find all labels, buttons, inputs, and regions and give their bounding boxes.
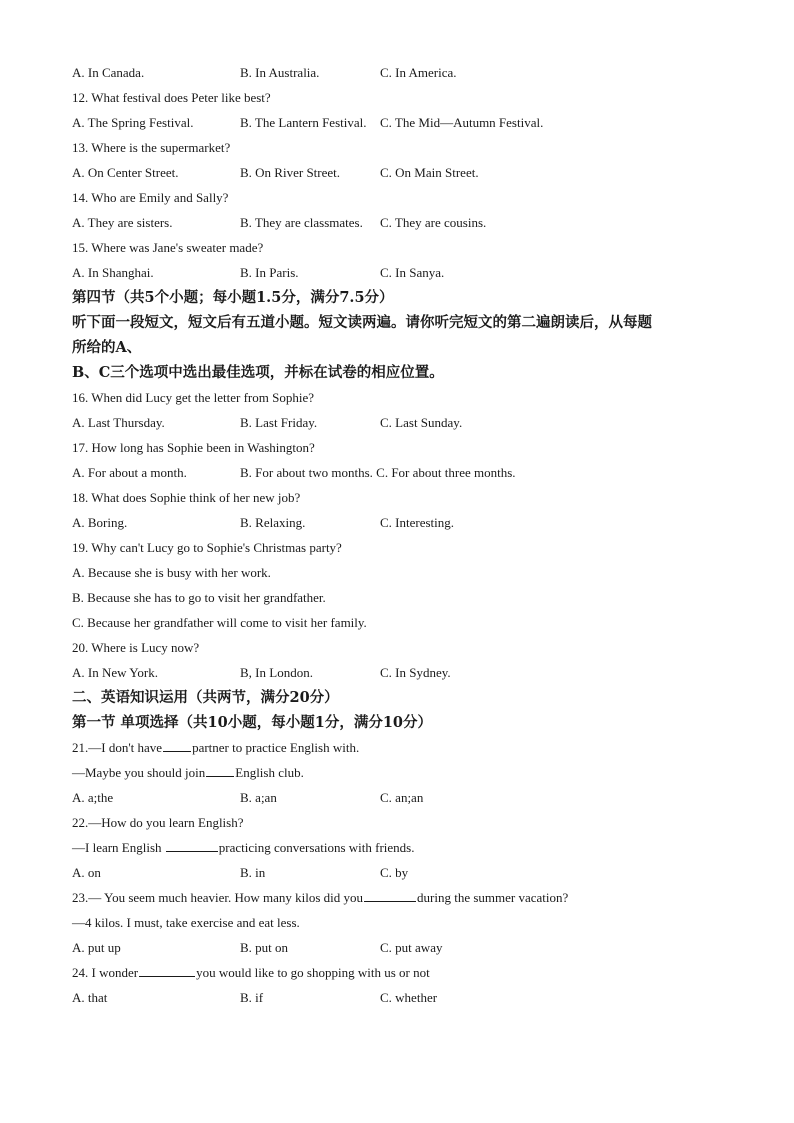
q23-text-1b: during the summer vacation? bbox=[417, 890, 569, 905]
q14-option-c: C. They are cousins. bbox=[380, 215, 487, 230]
q17-option-a: A. For about a month. bbox=[72, 465, 187, 480]
part-2-section-1-title: 第一节 单项选择（共10小题，每小题1分，满分10分） bbox=[72, 714, 432, 731]
q23-text-1a: 23.— You seem much heavier. How many kilos did you bbox=[72, 890, 364, 905]
q18-stem: 18. What does Sophie think of her new job? bbox=[72, 490, 301, 505]
q18-option-b: B. Relaxing. bbox=[240, 515, 306, 530]
q21-text-1b: partner to practice English with. bbox=[192, 740, 360, 755]
q18-options bbox=[72, 510, 732, 535]
q20-option-a: A. In New York. bbox=[72, 665, 158, 680]
q20-option-c: C. In Sydney. bbox=[380, 665, 451, 680]
q23-option-b: B. put on bbox=[240, 940, 289, 955]
q16-option-b: B. Last Friday. bbox=[240, 415, 318, 430]
q14-stem: 14. Who are Emily and Sally? bbox=[72, 190, 229, 205]
q24-blank bbox=[139, 964, 195, 977]
q23-option-c: C. put away bbox=[380, 940, 443, 955]
q16-option-a: A. Last Thursday. bbox=[72, 415, 165, 430]
q24-options bbox=[72, 985, 732, 1010]
q18-option-a: A. Boring. bbox=[72, 515, 128, 530]
q22-option-c: C. by bbox=[380, 865, 409, 880]
q12-stem: 12. What festival does Peter like best? bbox=[72, 90, 271, 105]
q21-text-2b: English club. bbox=[235, 765, 304, 780]
q24-text-1a: 24. I wonder bbox=[72, 965, 139, 980]
q21-option-c: C. an;an bbox=[380, 790, 424, 805]
q13-option-a: A. On Center Street. bbox=[72, 165, 179, 180]
q23-option-a: A. put up bbox=[72, 940, 121, 955]
q16-options bbox=[72, 410, 732, 435]
q16-stem: 16. When did Lucy get the letter from Sophie? bbox=[72, 390, 314, 405]
q17-stem: 17. How long has Sophie been in Washington? bbox=[72, 440, 315, 455]
q24-option-c: C. whether bbox=[380, 990, 438, 1005]
q16-option-c: C. Last Sunday. bbox=[380, 415, 463, 430]
q19-option-a: A. Because she is busy with her work. bbox=[72, 565, 271, 580]
q23-line-2: —4 kilos. I must, take exercise and eat less. bbox=[72, 915, 300, 930]
q24-option-a: A. that bbox=[72, 990, 108, 1005]
q14-option-a: A. They are sisters. bbox=[72, 215, 173, 230]
section-4-instruction-1: 听下面一段短文，短文后有五道小题。短文读两遍。请你听完短文的第二遍朗读后，从每题 bbox=[72, 314, 652, 331]
q20-option-b: B, In London. bbox=[240, 665, 313, 680]
q19-stem: 19. Why can't Lucy go to Sophie's Christmas party? bbox=[72, 540, 342, 555]
q12-options bbox=[72, 110, 732, 135]
q11-option-a: A. In Canada. bbox=[72, 65, 145, 80]
q22-text-2b: practicing conversations with friends. bbox=[218, 840, 415, 855]
q13-options bbox=[72, 160, 732, 185]
q21-line-2 bbox=[72, 760, 732, 785]
q22-blank bbox=[166, 839, 218, 852]
q21-options bbox=[72, 785, 732, 810]
q17-options bbox=[72, 460, 732, 485]
q20-stem: 20. Where is Lucy now? bbox=[72, 640, 200, 655]
q14-option-b: B. They are classmates. bbox=[240, 215, 363, 230]
q21-line-1 bbox=[72, 735, 732, 760]
q17-option-bc: B. For about two months. C. For about three months. bbox=[240, 465, 516, 480]
q15-options bbox=[72, 260, 732, 285]
q12-option-b: B. The Lantern Festival. bbox=[240, 115, 367, 130]
q24-option-b: B. if bbox=[240, 990, 264, 1005]
q13-option-c: C. On Main Street. bbox=[380, 165, 479, 180]
q13-stem: 13. Where is the supermarket? bbox=[72, 140, 231, 155]
q21-text-2a: —Maybe you should join bbox=[72, 765, 206, 780]
q22-line-2 bbox=[72, 835, 732, 860]
q15-option-b: B. In Paris. bbox=[240, 265, 299, 280]
q23-blank bbox=[364, 889, 416, 902]
q15-stem: 15. Where was Jane's sweater made? bbox=[72, 240, 264, 255]
q21-text-1a: 21.—I don't have bbox=[72, 740, 163, 755]
q21-blank-1 bbox=[163, 739, 191, 752]
q24-text-1b: you would like to go shopping with us or not bbox=[196, 965, 430, 980]
section-4-instruction-2: 所给的A、 bbox=[72, 339, 142, 356]
q22-option-a: A. on bbox=[72, 865, 101, 880]
q19-option-b: B. Because she has to go to visit her grandfather. bbox=[72, 590, 326, 605]
q21-option-a: A. a;the bbox=[72, 790, 114, 805]
q23-options bbox=[72, 935, 732, 960]
part-2-title: 二、英语知识运用（共两节，满分20分） bbox=[72, 689, 339, 706]
q24-line-1 bbox=[72, 960, 732, 985]
q22-line-1: 22.—How do you learn English? bbox=[72, 815, 244, 830]
exam-page bbox=[72, 60, 732, 1010]
q13-option-b: B. On River Street. bbox=[240, 165, 341, 180]
q11-options bbox=[72, 60, 732, 85]
q14-options bbox=[72, 210, 732, 235]
q12-option-a: A. The Spring Festival. bbox=[72, 115, 194, 130]
q12-option-c: C. The Mid—Autumn Festival. bbox=[380, 115, 544, 130]
q20-options bbox=[72, 660, 732, 685]
q19-option-c: C. Because her grandfather will come to visit her family. bbox=[72, 615, 367, 630]
q11-option-c: C. In America. bbox=[380, 65, 457, 80]
q22-option-b: B. in bbox=[240, 865, 266, 880]
q21-option-b: B. a;an bbox=[240, 790, 277, 805]
q15-option-a: A. In Shanghai. bbox=[72, 265, 154, 280]
section-4-title: 第四节（共5个小题；每小题1.5分，满分7.5分） bbox=[72, 289, 394, 306]
q18-option-c: C. Interesting. bbox=[380, 515, 455, 530]
q22-text-2a: —I learn English bbox=[72, 840, 162, 855]
section-4-instruction-3: B、C三个选项中选出最佳选项，并标在试卷的相应位置。 bbox=[72, 364, 444, 381]
q15-option-c: C. In Sanya. bbox=[380, 265, 445, 280]
q11-option-b: B. In Australia. bbox=[240, 65, 320, 80]
q21-blank-2 bbox=[206, 764, 234, 777]
q22-options bbox=[72, 860, 732, 885]
q23-line-1 bbox=[72, 885, 732, 910]
